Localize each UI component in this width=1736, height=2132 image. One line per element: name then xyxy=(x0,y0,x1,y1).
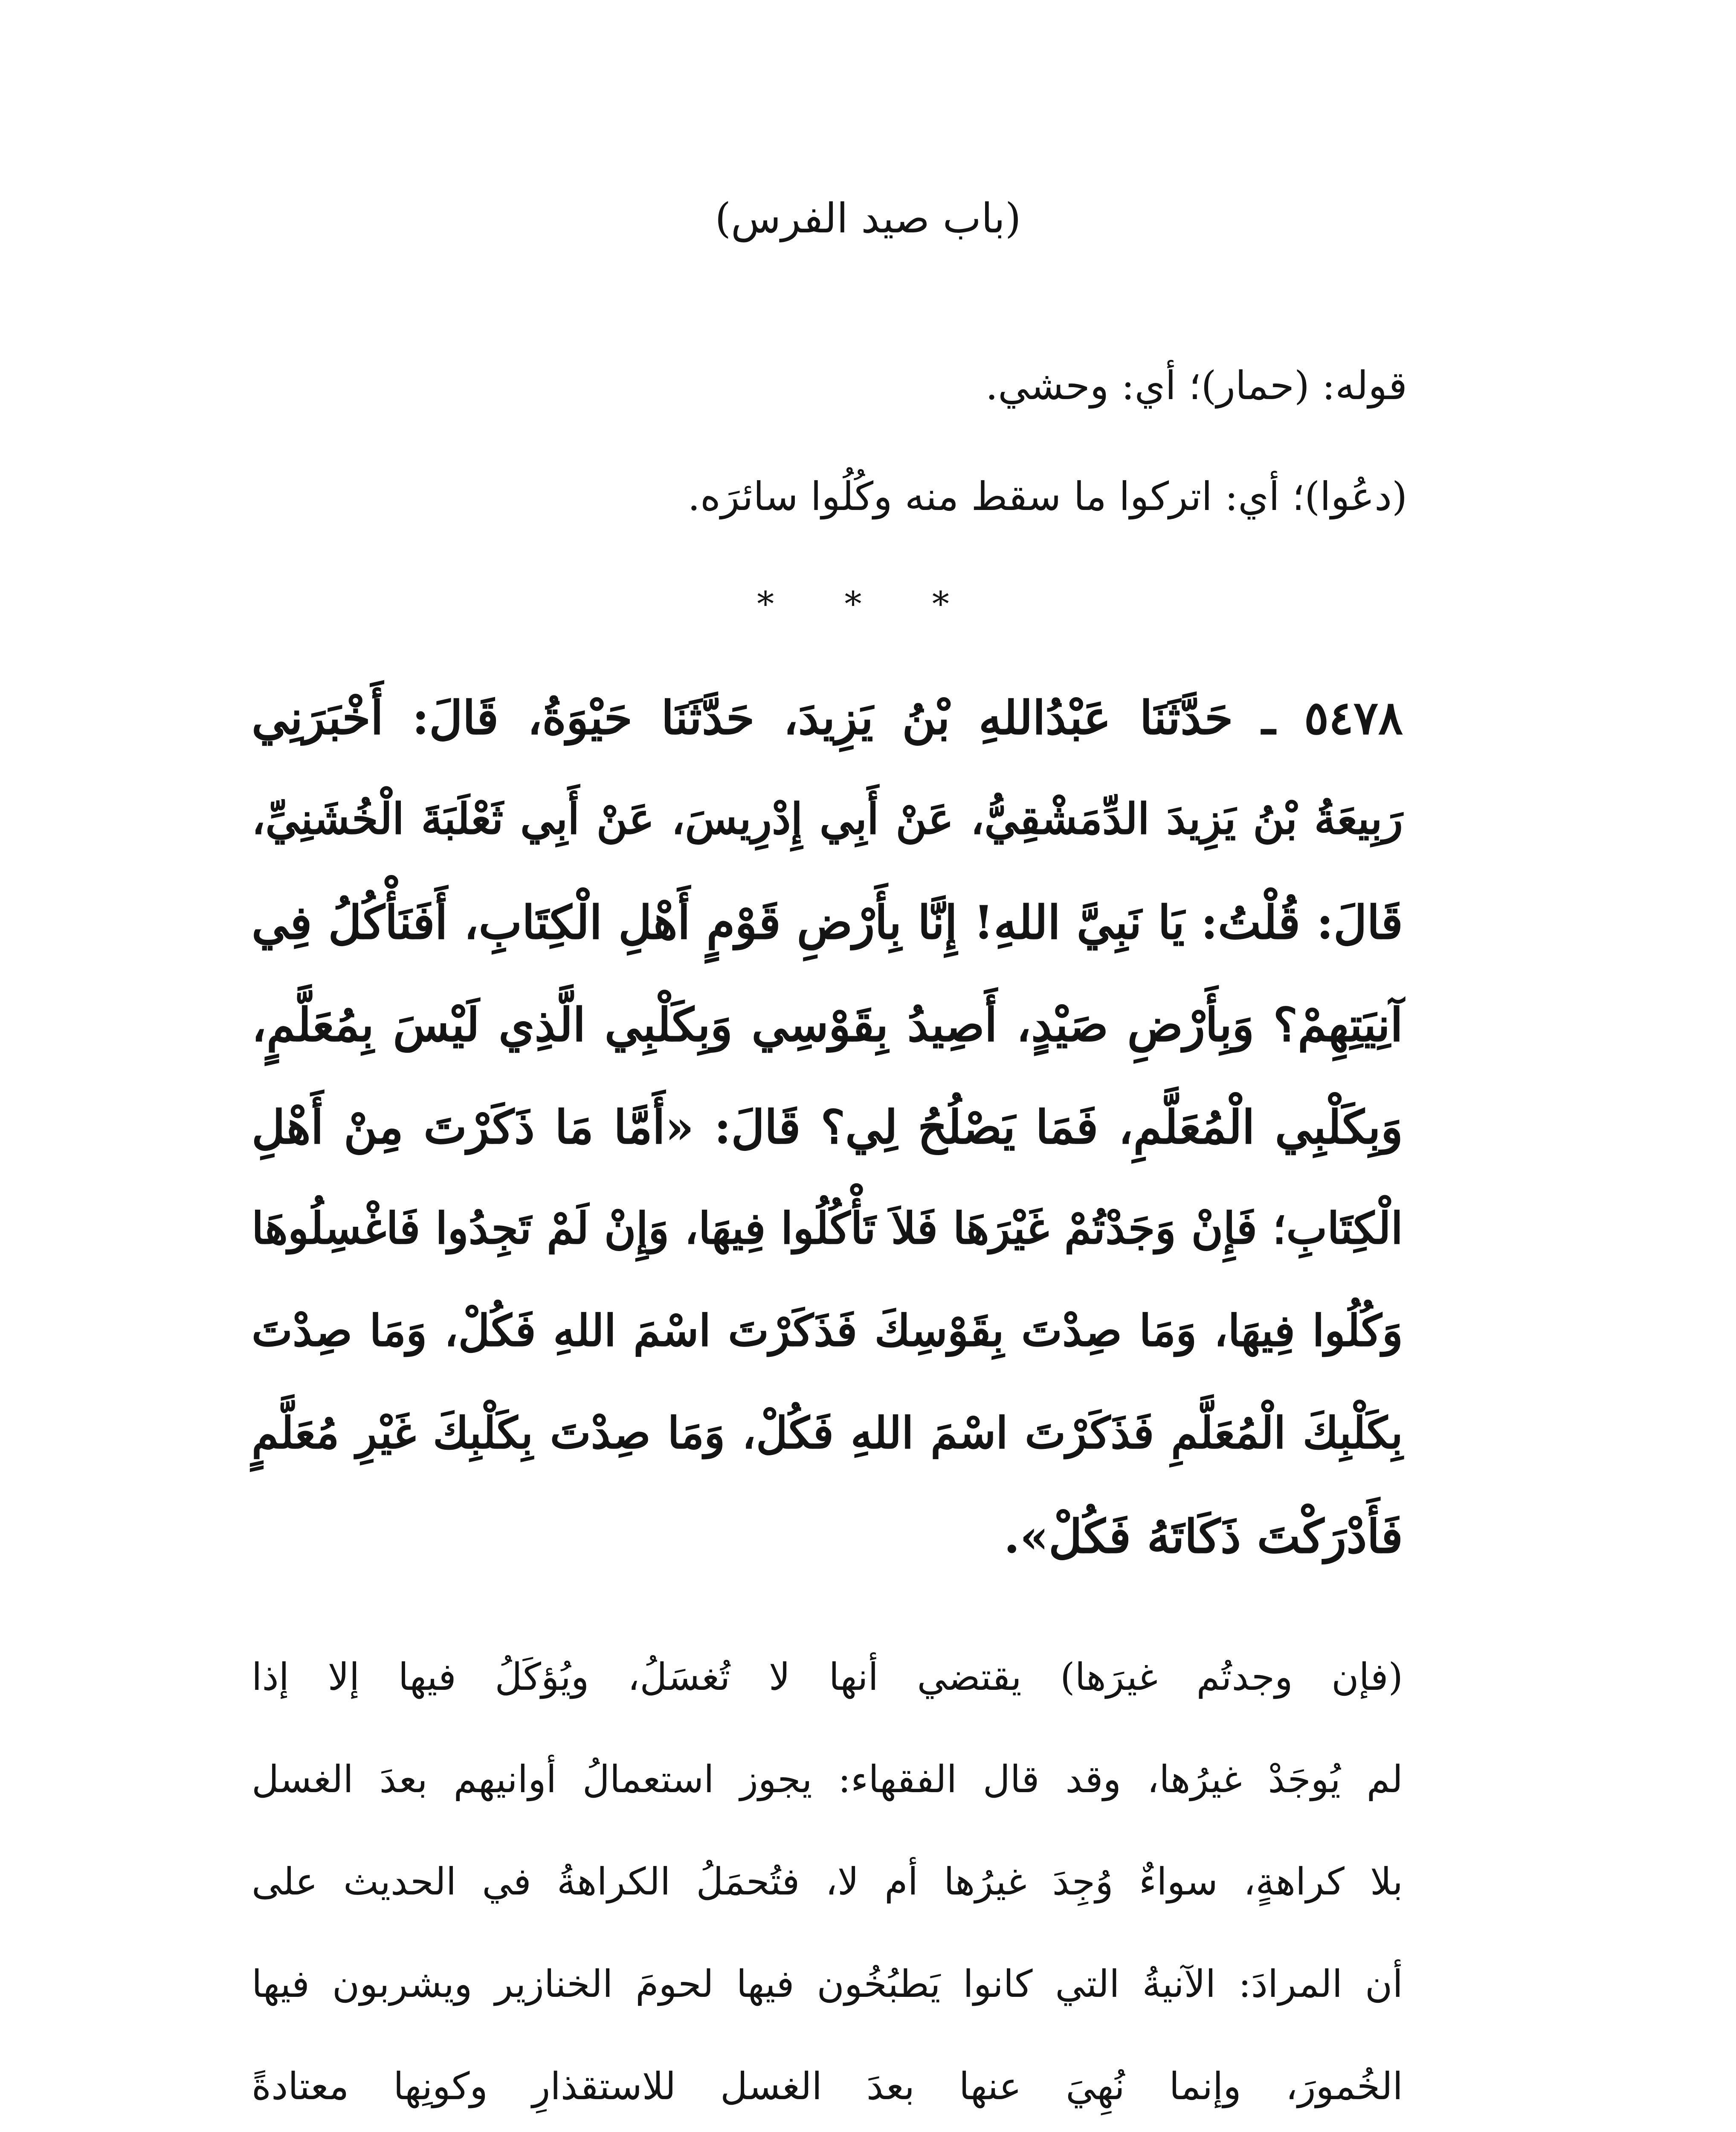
commentary-line: الخُمورَ، وإنما نُهِيَ عنها بعدَ الغسل للاستقذارِ وكونِها معتادةً xyxy=(252,2064,1403,2108)
hadith-line: آنِيَتِهِمْ؟ وَبِأَرْضِ صَيْدٍ، أَصِيدُ بِقَوْسِي وَبِكَلْبِي الَّذِي لَيْسَ بِمُعَلَّمٍ، xyxy=(252,998,1403,1052)
hadith-line: الْكِتَابِ؛ فَإِنْ وَجَدْتُمْ غَيْرَهَا فَلاَ تَأْكُلُوا فِيهَا، وَإِنْ لَمْ تَجِدُوا فَاغْسِلُوهَا xyxy=(252,1203,1403,1254)
gloss-line-daoo: (دعُوا)؛ أي: اتركوا ما سقط منه وكُلُوا سائرَه. xyxy=(687,474,1407,519)
hadith-line: ٥٤٧٨ ـ حَدَّثَنَا عَبْدُاللهِ بْنُ يَزِيدَ، حَدَّثَنَا حَيْوَةُ، قَالَ: أَخْبَرَنِي xyxy=(252,691,1403,745)
gloss-line-hamar: قوله: (حمار)؛ أي: وحشي. xyxy=(985,363,1407,408)
commentary-line: بلا كراهةٍ، سواءٌ وُجِدَ غيرُها أم لا، فتُحمَلُ الكراهةُ في الحديث على xyxy=(252,1860,1403,1903)
commentary-line: (فإن وجدتُم غيرَها) يقتضي أنها لا تُغسَلُ، ويُؤكَلُ فيها إلا إذا xyxy=(252,1655,1403,1699)
section-separator: * * * xyxy=(757,584,979,624)
chapter-title: (باب صيد الفرس) xyxy=(715,194,1021,242)
commentary-line: لم يُوجَدْ غيرُها، وقد قال الفقهاء: يجوز استعمالُ أوانيهم بعدَ الغسل xyxy=(252,1757,1403,1801)
hadith-line: وَبِكَلْبِي الْمُعَلَّمِ، فَمَا يَصْلُحُ لِي؟ قَالَ: «أَمَّا مَا ذَكَرْتَ مِنْ أَهْلِ xyxy=(252,1101,1403,1154)
hadith-line: قَالَ: قُلْتُ: يَا نَبِيَّ اللهِ! إِنَّا بِأَرْضِ قَوْمٍ أَهْلِ الْكِتَابِ، أَفَنَأْكُلُ فِي xyxy=(252,896,1403,950)
hadith-line: بِكَلْبِكَ الْمُعَلَّمِ فَذَكَرْتَ اسْمَ اللهِ فَكُلْ، وَمَا صِدْتَ بِكَلْبِكَ غَيْرِ مُعَلَّمٍ xyxy=(252,1408,1403,1459)
hadith-line: وَكُلُوا فِيهَا، وَمَا صِدْتَ بِقَوْسِكَ فَذَكَرْتَ اسْمَ اللهِ فَكُلْ، وَمَا صِدْتَ xyxy=(252,1305,1403,1356)
commentary-line: أن المرادَ: الآنيةُ التي كانوا يَطبُخُون فيها لحومَ الخنازير ويشربون فيها xyxy=(252,1962,1403,2006)
hadith-line: فَأَدْرَكْتَ ذَكَاتَهُ فَكُلْ». xyxy=(1004,1510,1403,1564)
hadith-line: رَبِيعَةُ بْنُ يَزِيدَ الدِّمَشْقِيُّ، عَنْ أَبِي إِدْرِيسَ، عَنْ أَبِي ثَعْلَبَةَ الْخُشَنِيِّ، xyxy=(252,794,1403,844)
